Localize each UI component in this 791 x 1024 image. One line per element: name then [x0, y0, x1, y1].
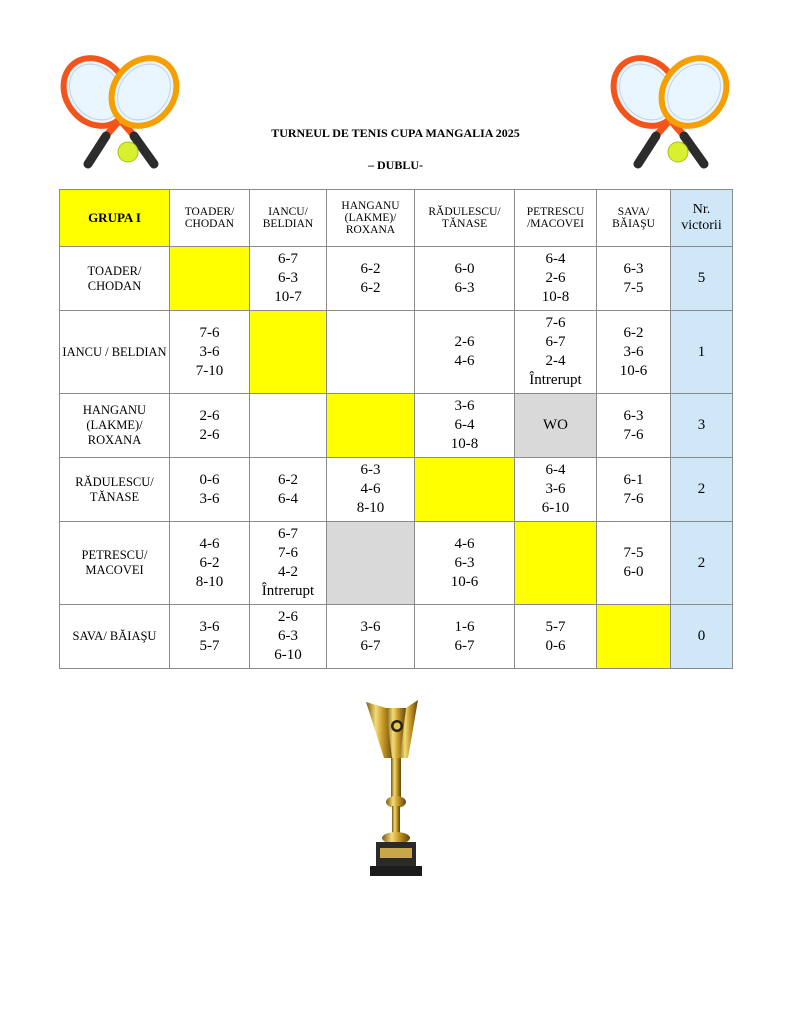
- score-line: 7-6: [199, 324, 220, 341]
- score-line: 6-2: [199, 554, 220, 571]
- wins-count: 2: [671, 458, 733, 522]
- row-team-name: IANCU / BELDIAN: [60, 311, 170, 394]
- table-body: [60, 247, 733, 669]
- score-line: 2-4: [545, 353, 566, 369]
- score-line: 4-6: [360, 481, 381, 497]
- score-line: 7-6: [278, 545, 298, 561]
- wins-header: Nr. victorii: [671, 190, 733, 247]
- score-line: 10-7: [274, 289, 302, 305]
- score-line: 3-6: [199, 490, 220, 507]
- score-cell: [597, 311, 671, 394]
- score-line: 4-6: [454, 535, 475, 552]
- score-cell: [250, 522, 327, 605]
- score-line: 6-4: [545, 251, 566, 267]
- score-line: 0-6: [545, 637, 566, 654]
- column-header: IANCU/ BELDIAN: [250, 190, 327, 247]
- score-cell: [170, 311, 250, 394]
- wins-count: 3: [671, 394, 733, 458]
- self-match-cell: [597, 605, 671, 669]
- score-line: 3-6: [360, 618, 381, 635]
- score-line: 3-6: [545, 481, 566, 497]
- score-cell: [170, 458, 250, 522]
- page-subtitle: – DUBLU-: [367, 158, 423, 172]
- score-cell: [415, 311, 515, 394]
- score-line: 6-3: [278, 628, 298, 644]
- score-line: 1-6: [454, 618, 475, 635]
- score-line: 6-7: [278, 251, 298, 267]
- score-line: 10-8: [450, 436, 479, 452]
- results-table: [59, 189, 733, 669]
- score-cell: [515, 311, 597, 394]
- tennis-rackets-icon: [606, 52, 736, 174]
- score-cell: [597, 522, 671, 605]
- table-row: [60, 247, 733, 311]
- score-line: 3-6: [454, 398, 475, 414]
- empty-cell: [327, 311, 415, 394]
- unplayed-cell: [327, 522, 415, 605]
- column-header: PETRESCU /MACOVEI: [515, 190, 597, 247]
- score-cell: [250, 605, 327, 669]
- score-line: 6-10: [541, 500, 570, 516]
- score-line: 6-3: [454, 554, 475, 571]
- score-cell: [515, 247, 597, 311]
- score-cell: [415, 605, 515, 669]
- score-line: 6-2: [278, 471, 298, 488]
- score-line: 6-2: [360, 279, 381, 296]
- score-line: 6-3: [360, 462, 381, 478]
- self-match-cell: [170, 247, 250, 311]
- score-line: 6-7: [360, 637, 381, 654]
- score-line: 2-6: [199, 407, 220, 424]
- row-team-name: RĂDULESCU/ TĂNASE: [60, 458, 170, 522]
- group-label: GRUPA I: [60, 190, 170, 247]
- score-cell: [415, 247, 515, 311]
- score-line: 5-7: [199, 637, 220, 654]
- self-match-cell: [515, 522, 597, 605]
- table-row: [60, 605, 733, 669]
- score-cell: [515, 458, 597, 522]
- score-cell: [597, 394, 671, 458]
- wins-count: 1: [671, 311, 733, 394]
- column-header: RĂDULESCU/ TĂNASE: [415, 190, 515, 247]
- score-cell: [170, 394, 250, 458]
- wins-count: 2: [671, 522, 733, 605]
- score-line: 3-6: [199, 343, 220, 360]
- score-line: 7-10: [195, 362, 224, 379]
- row-team-name: SAVA/ BĂIAŞU: [60, 605, 170, 669]
- table-row: [60, 311, 733, 394]
- row-team-name: TOADER/ CHODAN: [60, 247, 170, 311]
- score-line: 5-7: [545, 618, 566, 635]
- score-line: 6-7: [278, 526, 298, 542]
- trophy-icon: [360, 698, 430, 883]
- score-cell: [170, 522, 250, 605]
- table-row: [60, 394, 733, 458]
- score-line: 7-5: [623, 545, 644, 561]
- score-line: 6-4: [454, 417, 475, 433]
- score-line: 6-7: [454, 637, 475, 654]
- score-line: 3-6: [199, 618, 220, 635]
- score-cell: [327, 605, 415, 669]
- score-cell: [597, 247, 671, 311]
- empty-cell: [250, 394, 327, 458]
- score-line: 6-10: [274, 647, 302, 663]
- score-line: 6-3: [623, 407, 644, 424]
- score-line: 6-0: [454, 260, 475, 277]
- score-line: 7-6: [623, 426, 644, 443]
- self-match-cell: [327, 394, 415, 458]
- column-header: HANGANU (LAKME)/ ROXANA: [327, 190, 415, 247]
- score-line: 7-6: [623, 490, 644, 507]
- header-row: [60, 190, 733, 247]
- score-line: 2-6: [199, 426, 220, 443]
- wins-count: 0: [671, 605, 733, 669]
- score-line: 7-5: [623, 279, 644, 296]
- score-line: 10-8: [541, 289, 570, 305]
- score-line: 6-4: [545, 462, 566, 478]
- score-line: 6-4: [278, 490, 298, 507]
- score-cell: [170, 605, 250, 669]
- score-line: 6-2: [360, 260, 381, 277]
- score-line: 2-6: [454, 334, 475, 350]
- self-match-cell: [250, 311, 327, 394]
- score-line: 6-3: [454, 279, 475, 296]
- score-line: Întrerupt: [529, 372, 582, 388]
- score-line: 10-6: [619, 362, 648, 379]
- score-cell: [327, 458, 415, 522]
- walkover-cell: [515, 394, 597, 458]
- table-row: [60, 458, 733, 522]
- walkover-label: WO: [543, 417, 568, 433]
- score-cell: [515, 605, 597, 669]
- row-team-name: HANGANU (LAKME)/ ROXANA: [60, 394, 170, 458]
- score-cell: [597, 458, 671, 522]
- score-line: 2-6: [278, 609, 298, 625]
- score-line: 6-1: [623, 471, 644, 488]
- row-team-name: PETRESCU/ MACOVEI: [60, 522, 170, 605]
- self-match-cell: [415, 458, 515, 522]
- score-cell: [415, 522, 515, 605]
- score-line: 6-3: [623, 260, 644, 277]
- score-line: 2-6: [545, 270, 566, 286]
- score-line: 6-2: [623, 324, 644, 341]
- score-line: 0-6: [199, 471, 220, 488]
- score-line: 4-6: [199, 535, 220, 552]
- table-row: [60, 522, 733, 605]
- score-cell: [327, 247, 415, 311]
- score-line: 8-10: [356, 500, 385, 516]
- score-line: 10-6: [450, 573, 479, 590]
- page-title: TURNEUL DE TENIS CUPA MANGALIA 2025: [271, 126, 520, 140]
- score-cell: [250, 247, 327, 311]
- score-cell: [415, 394, 515, 458]
- score-line: 4-6: [454, 353, 475, 369]
- score-line: 8-10: [195, 573, 224, 590]
- score-line: Întrerupt: [261, 583, 315, 599]
- column-header: TOADER/ CHODAN: [170, 190, 250, 247]
- score-line: 6-3: [278, 270, 298, 286]
- wins-count: 5: [671, 247, 733, 311]
- score-line: 7-6: [545, 315, 566, 331]
- score-line: 3-6: [623, 343, 644, 360]
- column-header: SAVA/ BĂIAŞU: [597, 190, 671, 247]
- tennis-rackets-icon: [56, 52, 186, 174]
- score-line: 6-7: [545, 334, 566, 350]
- score-cell: [250, 458, 327, 522]
- score-line: 6-0: [623, 564, 644, 580]
- score-line: 4-2: [278, 564, 298, 580]
